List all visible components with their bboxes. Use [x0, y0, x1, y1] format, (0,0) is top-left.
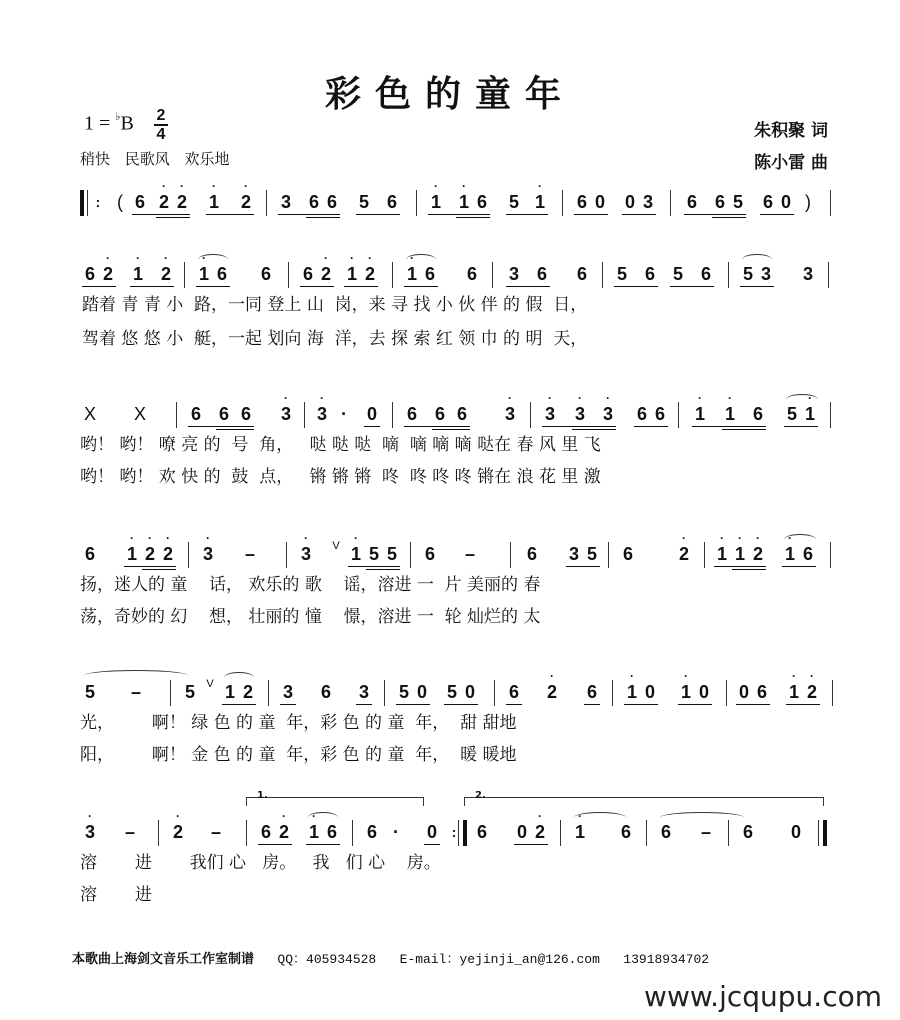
note: 5: [386, 544, 397, 564]
note: 6: [434, 404, 445, 424]
barline: [286, 542, 287, 568]
note: 6: [636, 404, 647, 424]
barline: [560, 820, 561, 846]
note: 5: [184, 682, 195, 702]
underline: [188, 426, 254, 427]
note: · 2: [162, 531, 173, 564]
note: · 1: [788, 669, 799, 702]
paren-close: ): [805, 192, 811, 212]
underline: [574, 214, 608, 215]
note-x: X: [83, 404, 96, 424]
note: 6: [660, 822, 671, 842]
repeat-dots: :: [95, 194, 101, 210]
note: 6: [302, 264, 313, 284]
note: · 2: [176, 179, 187, 212]
note: 5: [786, 404, 797, 424]
note: · 3: [574, 391, 585, 424]
note: 6: [620, 822, 631, 842]
note: 6: [476, 192, 487, 212]
lyrics-verse-1: 踏着 青 青 小 路，一同 登上 山 岗，来 寻 找 小 伙 伴 的 假 日，: [82, 295, 588, 315]
note: 6: [386, 192, 397, 212]
underline: [216, 429, 254, 430]
note: 6: [424, 264, 435, 284]
note: 6: [526, 544, 537, 564]
underline: [506, 214, 548, 215]
underline: [356, 704, 372, 705]
note: 6: [84, 544, 95, 564]
underline: [760, 214, 794, 215]
underline: [732, 569, 766, 570]
barline: [492, 262, 493, 288]
note: 6: [406, 404, 417, 424]
note: 6: [714, 192, 725, 212]
note: · 2: [678, 531, 689, 564]
note: 6: [536, 264, 547, 284]
note: · 2: [806, 669, 817, 702]
note: 5: [742, 264, 753, 284]
note: · 3: [280, 391, 291, 424]
barline: [646, 820, 647, 846]
note: 0: [698, 682, 709, 702]
lyricist-credit: 朱积聚 词: [754, 121, 828, 141]
note: 5: [616, 264, 627, 284]
note: · 1: [784, 531, 795, 564]
barline: [602, 262, 603, 288]
repeat-end-barline: [463, 820, 467, 846]
note: · 2: [752, 531, 763, 564]
lyrics-verse-2: 阳， 啊！ 金 色 的 童 年，彩 色 的 童 年， 暖 暖地: [80, 745, 517, 765]
underline: [404, 286, 438, 287]
barline: [268, 680, 269, 706]
note: 5: [368, 544, 379, 564]
underline: [356, 214, 400, 215]
note: 6: [508, 682, 519, 702]
repeat-dots: :: [451, 824, 457, 840]
underline: [678, 704, 712, 705]
note: · 2: [534, 809, 545, 842]
underline: [740, 286, 774, 287]
underline: [124, 566, 176, 567]
note: 5: [358, 192, 369, 212]
barline: [818, 820, 819, 846]
lyrics-verse-2: 荡，奇妙的 幻 想， 壮丽的 憧 憬，溶进 一 轮 灿烂的 太: [80, 607, 541, 627]
note: · 2: [320, 251, 331, 284]
barline: [288, 262, 289, 288]
note: 5: [508, 192, 519, 212]
underline: [432, 429, 470, 430]
barline: [828, 262, 829, 288]
note: 6: [752, 404, 763, 424]
note: 3: [642, 192, 653, 212]
underline: [786, 704, 820, 705]
note: · 2: [278, 809, 289, 842]
underline: [258, 844, 292, 845]
note: · 1: [198, 251, 209, 284]
note: · 1: [716, 531, 727, 564]
barline: [458, 820, 459, 846]
barline: [726, 680, 727, 706]
barline: [158, 820, 159, 846]
barline: [184, 262, 185, 288]
note: 6: [216, 264, 227, 284]
note: 6: [654, 404, 665, 424]
underline: [624, 704, 658, 705]
final-barline: [823, 820, 827, 846]
note: · 2: [364, 251, 375, 284]
note: 6: [476, 822, 487, 842]
underline: [456, 217, 490, 218]
barline: [392, 262, 393, 288]
underline: [506, 704, 522, 705]
note: 6: [240, 404, 251, 424]
note: 6: [576, 192, 587, 212]
underline: [622, 214, 656, 215]
lyrics-verse-1: 溶 进 我们 心 房。 我 们 心 房。: [80, 853, 441, 873]
note: 0: [464, 682, 475, 702]
note: · 3: [84, 809, 95, 842]
barline: [678, 402, 679, 428]
note: · 3: [316, 391, 327, 424]
note: 6: [366, 822, 377, 842]
barline: [830, 542, 831, 568]
underline: [348, 566, 400, 567]
note: 6: [622, 544, 633, 564]
note: 1: [224, 682, 235, 702]
underline: [130, 286, 174, 287]
note: 5: [672, 264, 683, 284]
note-x: X: [133, 404, 146, 424]
note: · 2: [172, 809, 183, 842]
underline: [714, 566, 766, 567]
note: · 1: [626, 669, 637, 702]
note: 6: [756, 682, 767, 702]
breath-mark: V: [206, 678, 214, 690]
barline: [352, 820, 353, 846]
song-title: 彩色的童年: [324, 73, 575, 115]
underline: [634, 426, 668, 427]
barline: [608, 542, 609, 568]
note: · 1: [208, 179, 219, 212]
note: · 1: [680, 669, 691, 702]
underline: [82, 286, 116, 287]
note: 0: [516, 822, 527, 842]
note: · 1: [694, 391, 705, 424]
note: · 2: [240, 179, 251, 212]
note: 0: [780, 192, 791, 212]
note: · 2: [160, 251, 171, 284]
second-ending-bracket: 2.: [464, 797, 824, 806]
note: 6: [456, 404, 467, 424]
note: 6: [218, 404, 229, 424]
underline: [684, 214, 746, 215]
note: 6: [576, 264, 587, 284]
underline: [506, 286, 550, 287]
underline: [542, 426, 616, 427]
underline: [784, 426, 818, 427]
underline: [572, 429, 616, 430]
note: · 3: [202, 531, 213, 564]
note: 6: [134, 192, 145, 212]
note: 0: [790, 822, 801, 842]
lyrics-verse-2: 驾着 悠 悠 小 艇，一起 划向 海 洋，去 探 索 红 领 巾 的 明 天，: [82, 329, 588, 349]
lyrics-verse-2: 溶 进: [80, 885, 152, 905]
note: · 1: [350, 531, 361, 564]
barline: [728, 262, 729, 288]
barline: [510, 542, 511, 568]
dash: –: [130, 682, 141, 702]
barline: [170, 680, 171, 706]
note: · 1: [406, 251, 417, 284]
note: 6: [742, 822, 753, 842]
barline: [832, 680, 833, 706]
barline: [830, 402, 831, 428]
note: 3: [568, 544, 579, 564]
note: · 1: [126, 531, 137, 564]
composer-credit: 陈小雷 曲: [754, 153, 828, 173]
barline: [562, 190, 563, 216]
note: 6: [308, 192, 319, 212]
underline: [306, 217, 340, 218]
note: 0: [594, 192, 605, 212]
barline: [670, 190, 671, 216]
barline: [304, 402, 305, 428]
flat-icon: ♭: [115, 111, 121, 123]
underline: [306, 844, 340, 845]
underline: [782, 566, 816, 567]
underline: [366, 569, 400, 570]
underline: [206, 214, 254, 215]
underline: [222, 704, 256, 705]
note: 6: [326, 192, 337, 212]
time-signature: 2 4: [154, 108, 168, 142]
note: 3: [280, 192, 291, 212]
note: 5: [446, 682, 457, 702]
barline: [176, 402, 177, 428]
underline: [722, 429, 766, 430]
note: 6: [84, 264, 95, 284]
note: 5: [732, 192, 743, 212]
note: · 1: [430, 179, 441, 212]
note: 3: [760, 264, 771, 284]
note: · 3: [504, 391, 515, 424]
note: 0: [644, 682, 655, 702]
barline: [87, 190, 88, 216]
note: · 1: [724, 391, 735, 424]
dash: –: [464, 544, 475, 564]
underline: [444, 704, 478, 705]
dash: –: [124, 822, 135, 842]
underline: [514, 844, 548, 845]
note: 6: [762, 192, 773, 212]
dash: –: [210, 822, 221, 842]
tempo-marking: 稍快 民歌风 欢乐地: [80, 150, 230, 168]
note: 0: [738, 682, 749, 702]
note: · 3: [544, 391, 555, 424]
note: 6: [424, 544, 435, 564]
note: · 1: [574, 809, 585, 842]
note: · 1: [346, 251, 357, 284]
note: 6: [686, 192, 697, 212]
note: 3: [508, 264, 519, 284]
note: 6: [802, 544, 813, 564]
note: · 1: [534, 179, 545, 212]
note: 6: [190, 404, 201, 424]
underline: [364, 426, 380, 427]
underline: [736, 704, 770, 705]
underline: [300, 286, 334, 287]
note: 0: [366, 404, 377, 424]
underline: [278, 214, 340, 215]
footer-credits: 本歌曲上海剑文音乐工作室制谱 QQ：405934528 E-mail：yejinji_an@126.com 13918934702: [72, 952, 710, 967]
note: · 1: [804, 391, 815, 424]
underline: [132, 214, 190, 215]
key-signature: 1 = ♭B: [84, 111, 134, 135]
underline: [692, 426, 766, 427]
note: · 3: [602, 391, 613, 424]
underline: [614, 286, 658, 287]
note: 0: [426, 822, 437, 842]
note: · 3: [300, 531, 311, 564]
note: · 2: [102, 251, 113, 284]
barline: [384, 680, 385, 706]
note: · 1: [734, 531, 745, 564]
underline: [142, 569, 176, 570]
augmentation-dot: ·: [341, 404, 347, 424]
dash: –: [244, 544, 255, 564]
note: 3: [358, 682, 369, 702]
first-ending-bracket: 1.: [246, 797, 424, 806]
underline: [396, 704, 430, 705]
repeat-start-barline: [80, 190, 84, 216]
underline: [404, 426, 470, 427]
breath-mark: V: [332, 540, 340, 552]
note: 6: [466, 264, 477, 284]
underline: [712, 217, 746, 218]
underline: [566, 566, 600, 567]
underline: [428, 214, 490, 215]
lyrics-verse-2: 哟！ 哟！ 欢 快 的 鼓 点， 锵 锵 锵 咚 咚 咚 咚 锵在 浪 花 里 激: [80, 467, 601, 487]
paren-open: (: [117, 192, 123, 212]
underline: [670, 286, 714, 287]
lyrics-verse-1: 哟！ 哟！ 嘹 亮 的 号 角， 哒 哒 哒 嘀 嘀 嘀 嘀 哒在 春 风 里 飞: [80, 435, 601, 455]
note: 0: [416, 682, 427, 702]
barline: [704, 542, 705, 568]
note: · 2: [144, 531, 155, 564]
barline: [530, 402, 531, 428]
note: 3: [802, 264, 813, 284]
note: 0: [624, 192, 635, 212]
note: 6: [700, 264, 711, 284]
barline: [246, 820, 247, 846]
note: · 1: [132, 251, 143, 284]
barline: [494, 680, 495, 706]
underline: [280, 704, 296, 705]
note: 6: [326, 822, 337, 842]
barline: [410, 542, 411, 568]
watermark: www.jcqupu.com: [644, 980, 882, 1013]
barline: [830, 190, 831, 216]
barline: [416, 190, 417, 216]
underline: [584, 704, 600, 705]
note: 6: [644, 264, 655, 284]
note: 5: [84, 682, 95, 702]
note: · 2: [546, 669, 557, 702]
note: 5: [398, 682, 409, 702]
augmentation-dot: ·: [393, 822, 399, 842]
note: 6: [586, 682, 597, 702]
note: 2: [242, 682, 253, 702]
note: 5: [586, 544, 597, 564]
barline: [612, 680, 613, 706]
note: 6: [260, 264, 271, 284]
underline: [424, 844, 440, 845]
underline: [156, 217, 190, 218]
note: 6: [320, 682, 331, 702]
dash: –: [700, 822, 711, 842]
underline: [196, 286, 230, 287]
note: · 1: [308, 809, 319, 842]
note: · 1: [458, 179, 469, 212]
lyrics-verse-1: 扬，迷人的 童 话， 欢乐的 歌 谣，溶进 一 片 美丽的 春: [80, 575, 541, 595]
barline: [392, 402, 393, 428]
barline: [188, 542, 189, 568]
note: · 2: [158, 179, 169, 212]
lyrics-verse-1: 光， 啊！ 绿 色 的 童 年，彩 色 的 童 年， 甜 甜地: [80, 713, 517, 733]
note: 6: [260, 822, 271, 842]
barline: [728, 820, 729, 846]
underline: [344, 286, 378, 287]
note: 3: [282, 682, 293, 702]
barline: [266, 190, 267, 216]
